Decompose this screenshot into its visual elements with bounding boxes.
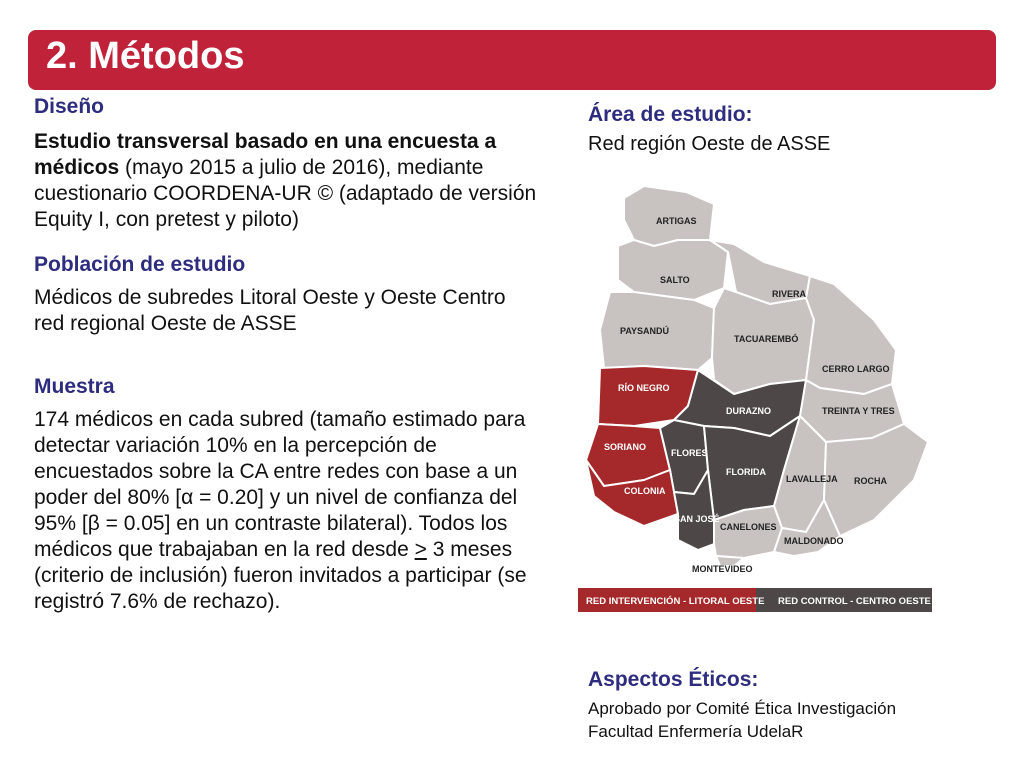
- map-label-rocha: ROCHA: [854, 476, 887, 486]
- sample-heading: Muestra: [34, 375, 115, 398]
- methods-column: [34, 93, 539, 615]
- map-label-soriano: SORIANO: [604, 442, 647, 452]
- map-label-flores: FLORES: [671, 448, 708, 458]
- map-label-rivera: RIVERA: [772, 289, 807, 299]
- legend-control-label: RED CONTROL - CENTRO OESTE: [778, 596, 931, 607]
- map-label-durazno: DURAZNO: [726, 406, 771, 416]
- page-title: 2. Métodos: [46, 35, 245, 77]
- map-label-cerro-largo: CERRO LARGO: [822, 364, 890, 374]
- map-label-canelones: CANELONES: [720, 522, 777, 532]
- sample-text: [34, 407, 539, 615]
- sample-text-before: 174 médicos en cada subred (tamaño estimado para detectar variación 10% en la percepción de encuestados sobre la CA entre redes con base a un poder del 80% [α = 0.20] y un nivel de confianza del 95% [β = 0.05] en un contraste bilateral). Todos los médicos que trabajaban en la red desde: [34, 408, 526, 561]
- map-label-florida: FLORIDA: [726, 467, 766, 477]
- design-text-rest: (mayo 2015 a julio de 2016), mediante cuestionario COORDENA-UR © (adaptado de versión Equity I, con pretest y piloto): [34, 156, 537, 231]
- design-heading: Diseño: [34, 95, 105, 118]
- design-text-bold: Estudio transversal basado en una encuesta a médicos: [34, 130, 497, 179]
- map-label-colonia: COLONIA: [624, 486, 666, 496]
- population-heading: Población de estudio: [34, 253, 246, 276]
- design-text: [34, 129, 539, 233]
- map-label-paysandu: PAYSANDÚ: [620, 326, 670, 336]
- ethics-text: [588, 697, 896, 743]
- map-label-maldonado: MALDONADO: [784, 536, 844, 546]
- ethics-line-1: Aprobado por Comité Ética Investigación: [588, 699, 897, 718]
- uruguay-map: [574, 180, 944, 620]
- geq-symbol: >: [414, 538, 427, 561]
- dept-salto: [618, 240, 728, 300]
- area-heading: Área de estudio:: [588, 103, 753, 126]
- ethics-heading: Aspectos Éticos:: [588, 668, 759, 691]
- map-label-san-jose: SAN JOSÉ: [674, 514, 720, 524]
- map-label-salto: SALTO: [660, 275, 690, 285]
- map-label-artigas: ARTIGAS: [656, 216, 697, 226]
- map-label-lavalleja: LAVALLEJA: [786, 474, 838, 484]
- map-label-tacuarembo: TACUAREMBÓ: [734, 334, 799, 344]
- ethics-line-2: Facultad Enfermería UdelaR: [588, 722, 804, 741]
- population-text: Médicos de subredes Litoral Oeste y Oeste Centro red regional Oeste de ASSE: [34, 286, 506, 335]
- map-label-treinta-y-tres: TREINTA Y TRES: [822, 406, 895, 416]
- legend-intervention-label: RED INTERVENCIÓN - LITORAL OESTE: [586, 596, 765, 607]
- sample-text-after: 3 meses (criterio de inclusión) fueron invitados a participar (se registró 7.6% de rechazo).: [34, 538, 527, 613]
- title-bar: [28, 30, 996, 90]
- map-label-rio-negro: RÍO NEGRO: [618, 383, 670, 393]
- map-label-montevideo: MONTEVIDEO: [692, 564, 753, 574]
- area-text: Red región Oeste de ASSE: [588, 133, 831, 155]
- dept-cerro-largo: [806, 276, 896, 394]
